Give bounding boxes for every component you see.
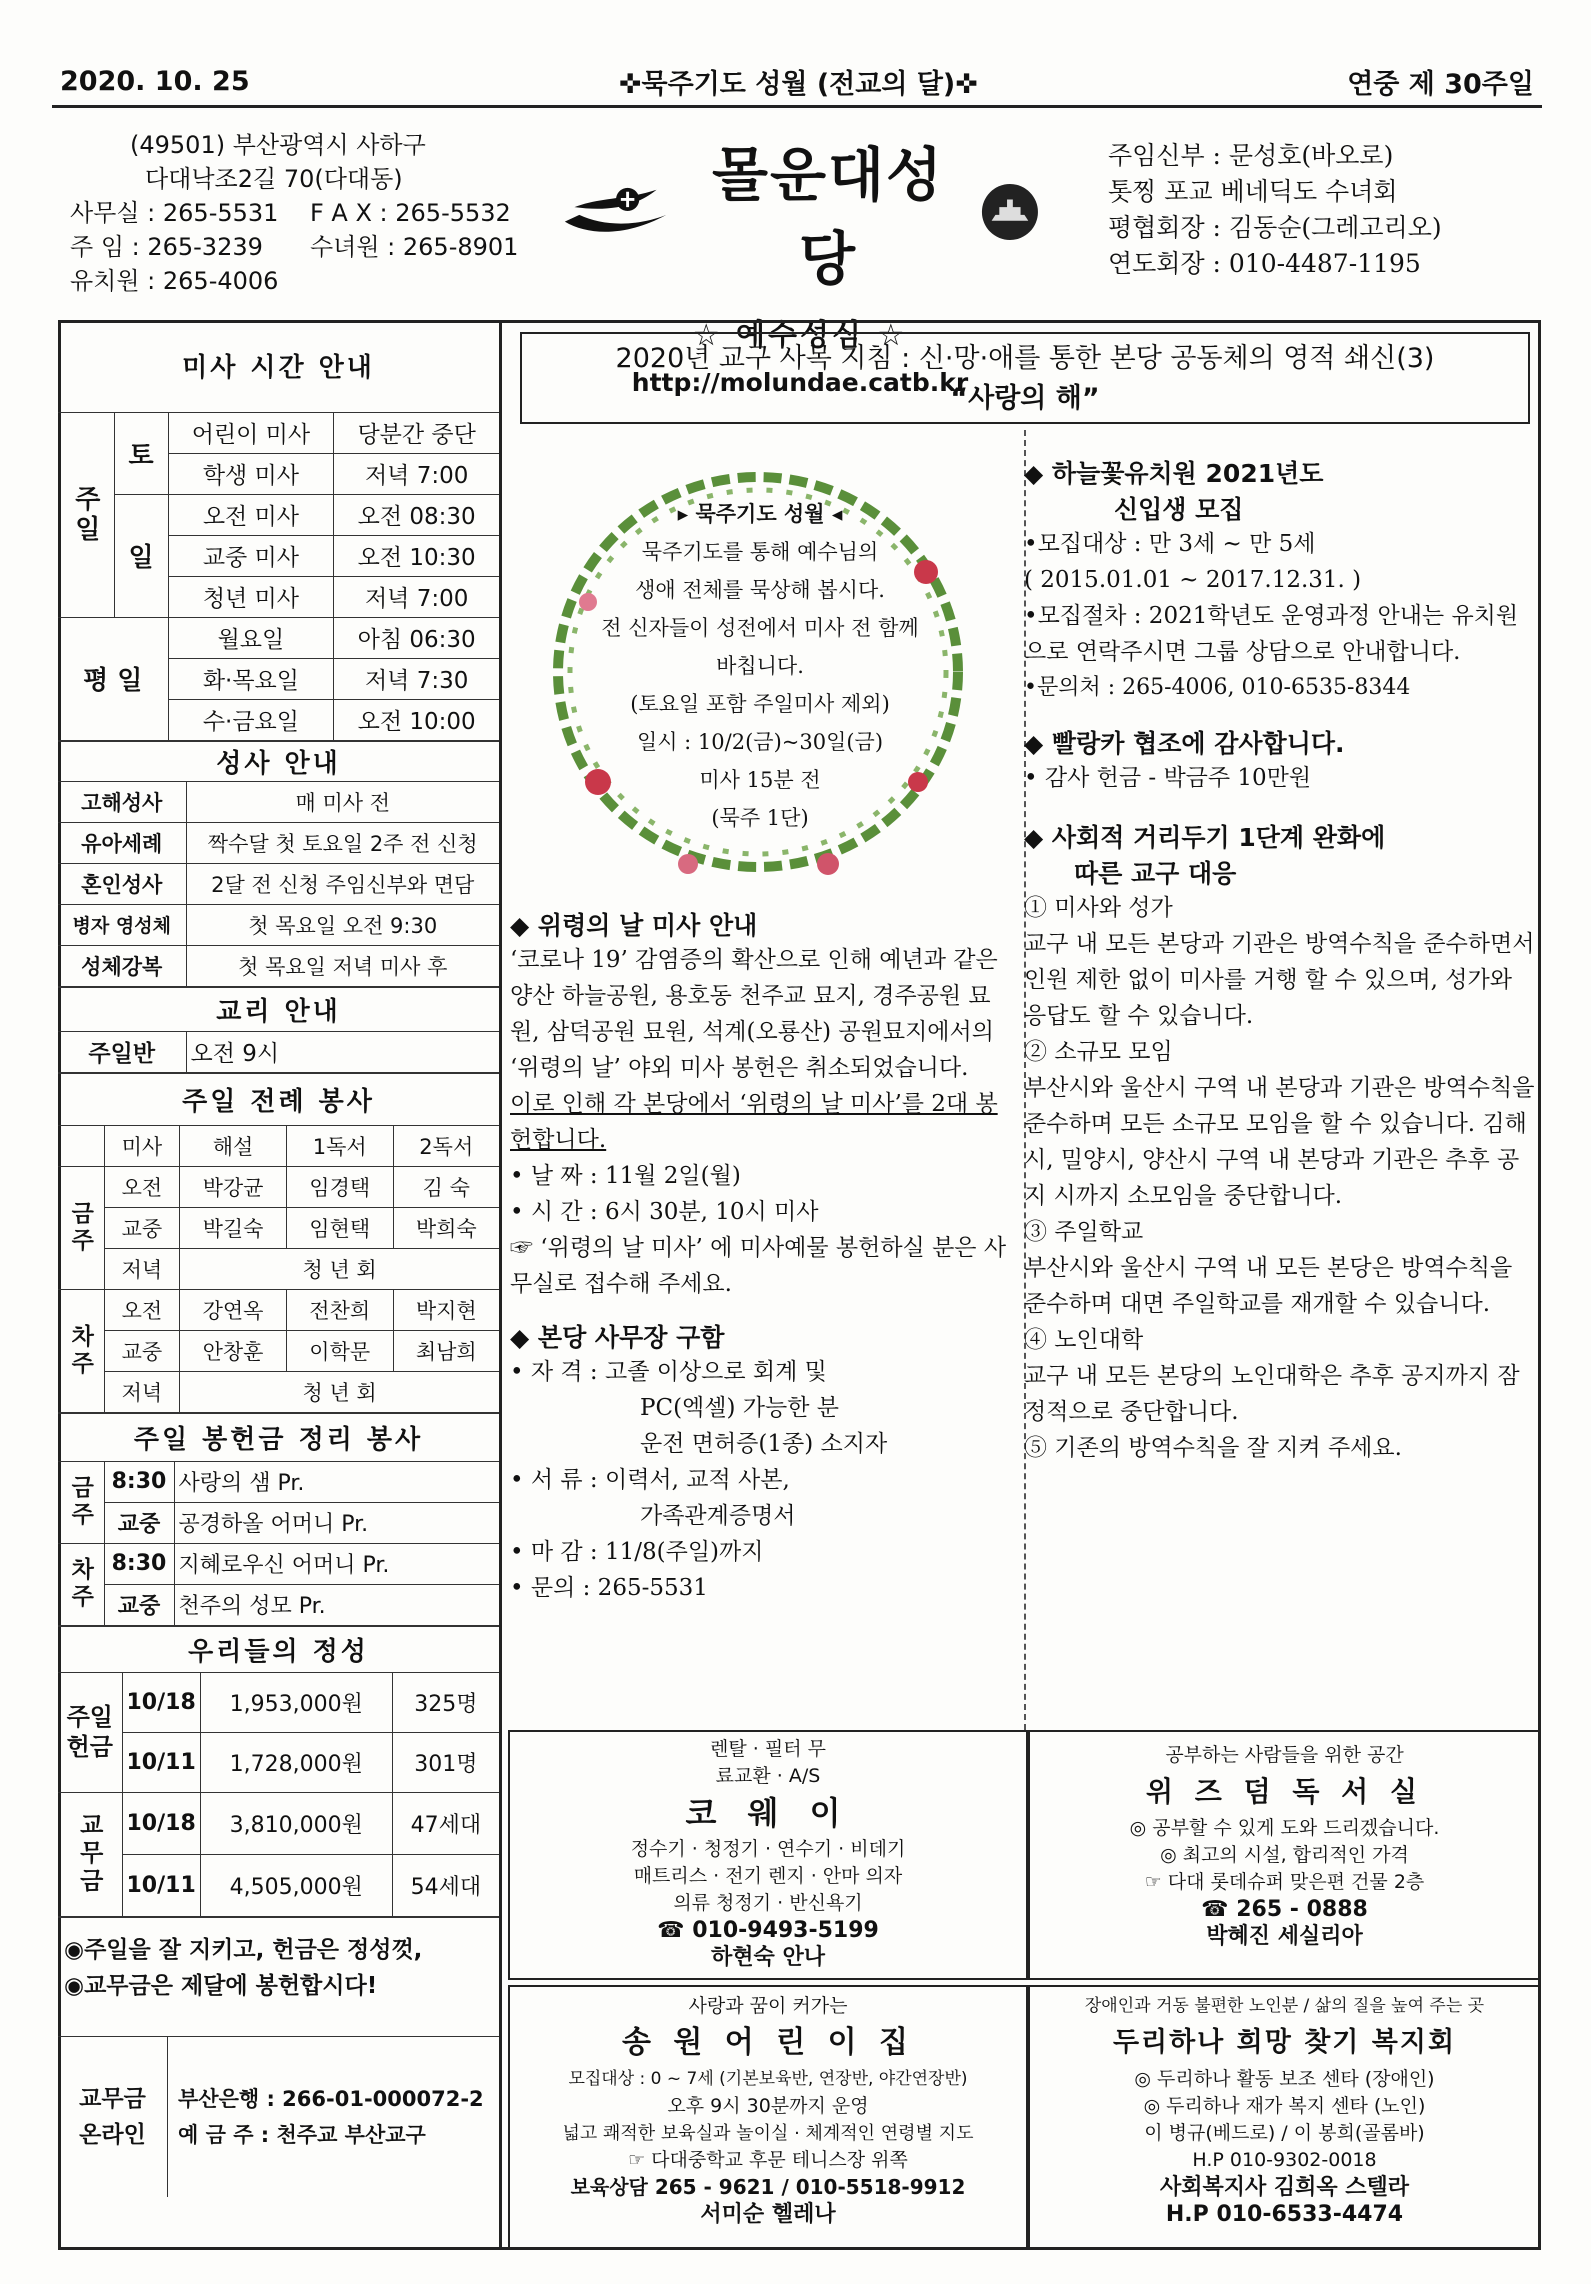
rosary-line: 일시 : 10/2(금)~30일(금)	[636, 730, 884, 754]
souls-day-body2: 이로 인해 각 본당에서 ‘위령의 날 미사’를 2대 봉헌합니다.	[510, 1091, 998, 1153]
kinder-line: •모집대상 : 만 3세 ~ 만 5세	[1024, 531, 1316, 557]
rosary-line: 바칩니다.	[716, 654, 804, 678]
liturgical-week: 연중 제 30주일	[1347, 69, 1534, 100]
this-week-label: 금주	[58, 1166, 104, 1289]
rosary-title: ▸ 묵주기도 성월 ◂	[677, 501, 843, 526]
offering-amount: 3,810,000원	[200, 1792, 392, 1854]
ad-line: ◎ 두리하나 활동 보조 센타 (장애인)	[1134, 2068, 1435, 2090]
parish-contact	[70, 128, 550, 298]
sacrament-info: 짝수달 첫 토요일 2주 전 신청	[186, 822, 499, 863]
office-job-line: 운전 면허증(1종) 소지자	[640, 1431, 888, 1457]
ad-line: 사랑과 꿈이 커가는	[688, 1995, 848, 2017]
liturgy-cell: 강연옥	[180, 1289, 287, 1330]
offering-service-mass: 8:30	[104, 1461, 174, 1502]
liturgy-cell: 교중	[104, 1330, 180, 1371]
parish-website[interactable]: http://molundae.catb.kr	[631, 368, 969, 397]
liturgy-cell: 김 숙	[393, 1166, 499, 1207]
rosary-line: 미사 15분 전	[699, 768, 821, 792]
ad-durihana	[1028, 1985, 1541, 2250]
liturgy-cell: 오전	[104, 1166, 180, 1207]
mass-row-name: 교중 미사	[168, 535, 334, 576]
catechism-table	[58, 987, 499, 1073]
souls-day-note: ☞ ‘위령의 날 미사’ 에 미사예물 봉헌하실 분은 사무실로 접수해 주세요.	[510, 1235, 1007, 1297]
office-job-deadline: • 마 감 : 11/8(주일)까지	[510, 1539, 764, 1565]
ad-name: 코 웨 이	[685, 1794, 851, 1832]
ad-line: ◎ 최고의 시설, 합리적인 가격	[1160, 1844, 1409, 1866]
online-label: 온라인	[79, 2121, 146, 2148]
sacrament-name: 유아세례	[58, 822, 186, 863]
mass-row-time: 오전 10:00	[334, 699, 499, 740]
souls-day-body: ‘코로나 19’ 감염증의 확산으로 인해 예년과 같은 양산 하늘공원, 용호동 천주교 묘지, 경주공원 묘원, 삼덕공원 묘원, 석계(오룡산) 공원묘지에서의 ‘위령의 날’ 야외 미사 봉헌은 취소되었습니다.	[510, 947, 998, 1081]
offering-amount: 1,728,000원	[200, 1732, 392, 1792]
mass-row-name: 화·목요일	[168, 658, 334, 699]
sacrament-name: 병자 영성체	[58, 904, 186, 945]
parish-motto: ☆ 예수성심 ☆	[692, 318, 908, 353]
liturgy-cell: 박길숙	[180, 1207, 287, 1248]
ad-phone: H.P 010-6533-4474	[1165, 2202, 1404, 2227]
mass-row-time: 저녁 7:30	[334, 658, 499, 699]
offering-service-group: 천주의 성모 Pr.	[174, 1584, 499, 1625]
offering-date: 10/11	[122, 1732, 200, 1792]
distance-heading: ◆ 사회적 거리두기 1단계 완화에	[1024, 823, 1386, 852]
offering-amount: 1,953,000원	[200, 1672, 392, 1732]
liturgy-header: 2독서	[393, 1125, 499, 1166]
distance-section: ② 소규모 모임	[1024, 1039, 1173, 1065]
guideline-theme: “사랑의 해”	[950, 383, 1100, 414]
offering-count: 54세대	[392, 1854, 499, 1916]
offering-service-group: 공경하올 어머니 Pr.	[174, 1502, 499, 1543]
mass-row-name: 오전 미사	[168, 494, 334, 535]
liturgy-cell: 박지현	[393, 1289, 499, 1330]
parish-logo-icon	[560, 177, 676, 247]
liturgy-header: 1독서	[286, 1125, 393, 1166]
legion-president: 연도회장 : 010-4487-1195	[1108, 249, 1421, 278]
offering-service-group: 사랑의 샘 Pr.	[174, 1461, 499, 1502]
office-job-heading: ◆ 본당 사무장 구함	[510, 1323, 725, 1352]
next-week-label: 차주	[58, 1543, 104, 1625]
ad-coway	[508, 1730, 1028, 1980]
offerings-title: 우리들의 정성	[58, 1626, 499, 1672]
liturgy-cell: 임경택	[286, 1166, 393, 1207]
liturgy-cell: 안창훈	[180, 1330, 287, 1371]
office-phone: 사무실 : 265-5531	[70, 199, 279, 227]
distance-section: ④ 노인대학	[1024, 1327, 1144, 1353]
ad-owner: 서미순 헬레나	[700, 2202, 836, 2227]
ad-line: ◎ 두리하나 재가 복지 센타 (노인)	[1143, 2095, 1426, 2117]
rosary-line: 생애 전체를 묵상해 봅시다.	[635, 578, 885, 602]
office-job-contact: • 문의 : 265-5531	[510, 1575, 708, 1601]
sun-day-label: 일	[114, 494, 168, 617]
liturgy-cell: 저녁	[104, 1371, 180, 1412]
sacrament-name: 성체강복	[58, 945, 186, 986]
liturgy-cell: 청 년 회	[180, 1371, 499, 1412]
souls-day-heading: ◆ 위령의 날 미사 안내	[510, 911, 758, 940]
rosary-line: 전 신자들이 성전에서 미사 전 함께	[601, 616, 919, 640]
thanks-heading: ◆ 빨랑카 협조에 감사합니다.	[1024, 729, 1345, 758]
offering-service-mass: 교중	[104, 1584, 174, 1625]
ad-line: 넓고 쾌적한 보육실과 놀이실 · 체계적인 연령별 지도	[562, 2123, 974, 2144]
this-week-label: 금주	[58, 1461, 104, 1543]
liturgy-cell: 이학문	[286, 1330, 393, 1371]
kinder-line: ( 2015.01.01 ~ 2017.12.31. )	[1024, 567, 1362, 593]
ad-line: 매트리스 · 전기 렌지 · 안마 의자	[633, 1865, 903, 1887]
sacrament-title: 성사 안내	[58, 741, 499, 781]
offering-service-mass: 8:30	[104, 1543, 174, 1584]
sunday-label: 주일	[58, 412, 114, 617]
next-week-label: 차주	[58, 1289, 104, 1412]
offering-service-mass: 교중	[104, 1502, 174, 1543]
offering-count: 301명	[392, 1732, 499, 1792]
ad-line: 정수기 · 청정기 · 연수기 · 비데기	[630, 1838, 906, 1860]
sacrament-name: 혼인성사	[58, 863, 186, 904]
online-tithe	[58, 2037, 499, 2197]
souls-day-date: • 날 짜 : 11월 2일(월)	[510, 1163, 741, 1189]
liturgy-service-table	[58, 1073, 499, 1413]
kinder-contact: •문의처 : 265-4006, 010-6535-8344	[1024, 675, 1411, 700]
mass-row-time: 오전 08:30	[334, 494, 499, 535]
sunday-offering-label: 주일헌금	[58, 1672, 122, 1792]
liturgy-cell: 임현택	[286, 1207, 393, 1248]
offering-date: 10/11	[122, 1854, 200, 1916]
ad-owner: 박혜진 세실리아	[1206, 1924, 1363, 1949]
kinder-heading2: 신입생 모집	[1114, 495, 1244, 524]
middle-column	[510, 900, 1015, 1606]
souls-day-time: • 시 간 : 6시 30분, 10시 미사	[510, 1199, 819, 1225]
mass-row-time: 오전 10:30	[334, 535, 499, 576]
left-column	[58, 320, 502, 2250]
ad-line: H.P 010-9302-0018	[1192, 2149, 1377, 2171]
weekday-label: 평 일	[58, 617, 168, 740]
ad-line: ☞ 다대 롯데슈퍼 맞은편 건물 2층	[1144, 1871, 1425, 1893]
address-line-2: 다대낙조2길 70(다대동)	[145, 165, 403, 193]
mass-row-time: 저녁 7:00	[334, 453, 499, 494]
ad-name: 두리하나 희망 찾기 복지회	[1112, 2027, 1457, 2058]
liturgy-cell: 청 년 회	[180, 1248, 499, 1289]
mass-row-name: 월요일	[168, 617, 334, 658]
ad-line: 오후 9시 30분까지 운영	[667, 2095, 869, 2117]
mass-schedule-table	[58, 320, 499, 741]
office-job-line: • 서 류 : 이력서, 교적 사본,	[510, 1467, 790, 1493]
liturgy-header: 해설	[180, 1125, 287, 1166]
tithe-label: 교무금	[58, 1792, 122, 1916]
sacrament-info: 첫 목요일 오전 9:30	[186, 904, 499, 945]
liturgy-cell: 전찬희	[286, 1289, 393, 1330]
sacrament-table	[58, 741, 499, 987]
offerings-table	[58, 1626, 499, 1917]
convent-phone: 수녀원 : 265-8901	[310, 233, 519, 261]
rosary-notice	[560, 495, 960, 837]
mass-row-time: 당분간 중단	[334, 412, 499, 453]
online-label: 교무금	[79, 2085, 146, 2112]
distance-section: ③ 주일학교	[1024, 1219, 1144, 1245]
ad-line: 료교환 · A/S	[715, 1765, 821, 1787]
mass-row-name: 어린이 미사	[168, 412, 334, 453]
offering-date: 10/18	[122, 1672, 200, 1732]
sacrament-info: 첫 목요일 저녁 미사 후	[186, 945, 499, 986]
ad-phone: 보육상담 265 - 9621 / 010-5518-9912	[570, 2175, 966, 2199]
kinder-heading: ◆ 하늘꽃유치원 2021년도	[1024, 459, 1324, 488]
parish-name: 몰운대성당	[711, 141, 945, 293]
catechism-time: 오전 9시	[186, 1031, 499, 1072]
ad-line: 의류 청정기 · 반신욕기	[673, 1892, 863, 1914]
distance-paragraph: 부산시와 울산시 구역 내 본당과 기관은 방역수칙을 준수하며 모든 소규모 모임을 할 수 있습니다. 김해시, 밀양시, 양산시 구역 내 본당과 기관은 추후 공지 시까지 소모임을 중단합니다.	[1024, 1075, 1535, 1209]
liturgy-cell: 최남희	[393, 1330, 499, 1371]
parish-staff	[1108, 138, 1548, 282]
ad-line: 이 병규(베드로) / 이 봉희(골롬바)	[1144, 2122, 1425, 2144]
council-president: 평협회장 : 김동순(그레고리오)	[1108, 213, 1442, 242]
address-line-1: (49501) 부산광역시 사하구	[130, 131, 426, 159]
sisters-order: 톳찡 포교 베네딕도 수녀회	[1108, 177, 1398, 206]
mass-row-time: 아침 06:30	[334, 617, 499, 658]
ad-wisdom	[1028, 1730, 1541, 1980]
distance-section: ① 미사와 성가	[1024, 895, 1173, 921]
exhortation	[58, 1917, 499, 2037]
ad-owner: 하현숙 안나	[711, 1945, 825, 1970]
office-job-line: 가족관계증명서	[640, 1503, 796, 1529]
pastor-name: 주임신부 : 문성호(바오로)	[1108, 141, 1394, 170]
ad-name: 송 원 어 린 이 집	[621, 2025, 915, 2060]
ad-line: 장애인과 거동 불편한 노인분 / 삶의 질을 높여 주는 곳	[1084, 1996, 1485, 2016]
month-theme: ✜묵주기도 성월 (전교의 달)✜	[618, 69, 978, 100]
catechism-title: 교리 안내	[58, 987, 499, 1031]
mass-row-name: 학생 미사	[168, 453, 334, 494]
thanks-line: • 감사 헌금 - 박금주 10만원	[1024, 765, 1312, 791]
ad-phone: ☎ 010-9493-5199	[657, 1918, 879, 1943]
sacrament-info: 2달 전 신청 주임신부와 면담	[186, 863, 499, 904]
ad-phone: ☎ 265 - 0888	[1201, 1897, 1368, 1922]
bulletin-date: 2020. 10. 25	[60, 66, 250, 97]
mass-row-time: 저녁 7:00	[334, 576, 499, 617]
rosary-line: 묵주기도를 통해 예수님의	[641, 540, 879, 564]
distance-heading2: 따른 교구 대응	[1074, 859, 1237, 888]
saturday-label: 토	[114, 412, 168, 494]
kinder-line: •모집절차 : 2021학년도 운영과정 안내는 유치원으로 연락주시면 그룹 상담으로 안내합니다.	[1024, 603, 1519, 665]
liturgy-header: 미사	[104, 1125, 180, 1166]
sacrament-name: 고해성사	[58, 781, 186, 822]
liturgy-cell: 박희숙	[393, 1207, 499, 1248]
rectory-phone: 주 임 : 265-3239	[70, 233, 263, 261]
liturgy-cell: 저녁	[104, 1248, 180, 1289]
kindergarten-phone: 유치원 : 265-4006	[70, 267, 279, 295]
offering-amount: 4,505,000원	[200, 1854, 392, 1916]
offering-date: 10/18	[122, 1792, 200, 1854]
church-emblem-icon	[980, 181, 1040, 243]
office-job-line: • 자 격 : 고졸 이상으로 회계 및	[510, 1359, 827, 1385]
account-owner: 예 금 주 : 천주교 부산교구	[178, 2122, 426, 2147]
offering-service-group: 지혜로우신 어머니 Pr.	[174, 1543, 499, 1584]
pastoral-guideline	[520, 332, 1530, 424]
mass-row-name: 청년 미사	[168, 576, 334, 617]
bank-account: 부산은행 : 266-01-000072-2	[178, 2086, 484, 2111]
ad-name: 위 즈 덤 독 서 실	[1145, 1775, 1424, 1808]
liturgy-title: 주일 전례 봉사	[58, 1073, 499, 1125]
distance-paragraph: 부산시와 울산시 구역 내 모든 본당은 방역수칙을 준수하며 대면 주일학교를 재개할 수 있습니다.	[1024, 1255, 1513, 1317]
offering-count: 47세대	[392, 1792, 499, 1854]
sacrament-info: 매 미사 전	[186, 781, 499, 822]
ad-line: ☞ 다대중학교 후문 테니스장 위쪽	[628, 2149, 908, 2171]
exhortation-line: ◉교무금은 제달에 봉헌합시다!	[64, 1972, 378, 1999]
mass-row-name: 수·금요일	[168, 699, 334, 740]
ad-line: ◎ 공부할 수 있게 도와 드리겠습니다.	[1129, 1817, 1440, 1839]
offering-count: 325명	[392, 1672, 499, 1732]
office-job-line: PC(엑셀) 가능한 분	[640, 1395, 839, 1421]
distance-section: ⑤ 기존의 방역수칙을 잘 지켜 주세요.	[1024, 1435, 1402, 1461]
ad-line: 렌탈 · 필터 무	[710, 1738, 826, 1760]
ad-line: 공부하는 사람들을 위한 공간	[1165, 1744, 1404, 1766]
header-bar	[52, 58, 1542, 108]
mass-schedule-title: 미사 시간 안내	[58, 320, 499, 412]
ad-songwon	[508, 1985, 1028, 2250]
exhortation-line: ◉주일을 잘 지키고, 헌금은 정성껏,	[64, 1936, 423, 1963]
rosary-line: (묵주 1단)	[711, 806, 809, 830]
right-column	[1024, 448, 1536, 1466]
liturgy-cell: 교중	[104, 1207, 180, 1248]
liturgy-cell: 오전	[104, 1289, 180, 1330]
offering-service-title: 주일 봉헌금 정리 봉사	[58, 1413, 499, 1461]
ad-line: 모집대상 : 0 ~ 7세 (기본보육반, 연장반, 야간연장반)	[568, 2069, 968, 2089]
distance-paragraph: 교구 내 모든 본당의 노인대학은 추후 공지까지 잠정적으로 중단합니다.	[1024, 1363, 1520, 1425]
rosary-line: (토요일 포함 주일미사 제외)	[630, 692, 890, 716]
guideline-line: 2020년 교구 사목 지침 : 신·망·애를 통한 본당 공동체의 영적 쇄신(3)	[615, 343, 1435, 374]
fax-number: F A X : 265-5532	[310, 199, 511, 227]
offering-service-table	[58, 1413, 499, 1626]
liturgy-cell: 박강균	[180, 1166, 287, 1207]
distance-paragraph: 교구 내 모든 본당과 기관은 방역수칙을 준수하면서 인원 제한 없이 미사를 거행 할 수 있으며, 성가와 응답도 할 수 있습니다.	[1024, 931, 1535, 1029]
catechism-class: 주일반	[58, 1031, 186, 1072]
ad-line: 사회복지사 김희옥 스텔라	[1159, 2175, 1410, 2200]
